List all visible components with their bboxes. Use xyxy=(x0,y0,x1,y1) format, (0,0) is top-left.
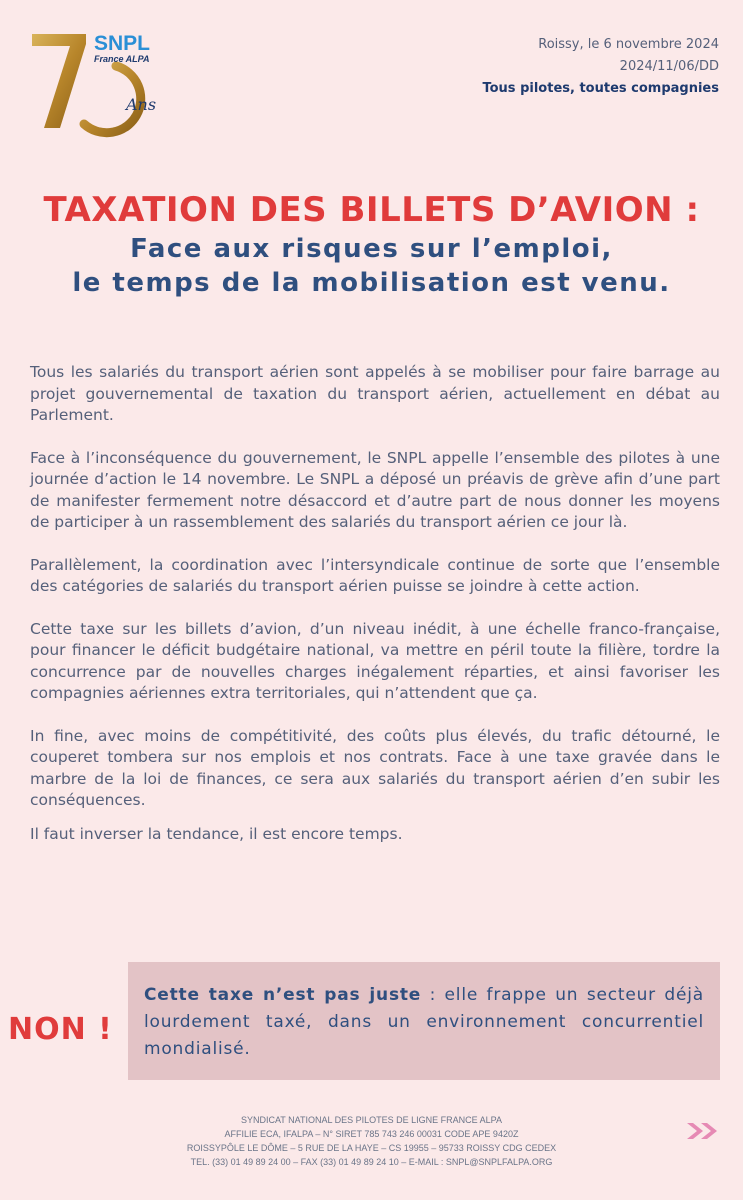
paragraph: Tous les salariés du transport aérien sont appelés à se mobiliser pour faire barrage au projet gouvernemental de taxation du transport aérien, actuellement en débat au Parlement. xyxy=(30,363,720,424)
title-block xyxy=(0,188,743,300)
footer xyxy=(0,1113,743,1169)
logo-brand: SNPL xyxy=(94,32,151,55)
logo-brand-sub: France ALPA xyxy=(94,54,150,64)
header-info xyxy=(482,34,719,100)
paragraph: Parallèlement, la coordination avec l’intersyndicale continue de sorte que l’ensemble des catégories de salariés du transport aérien puisse se joindre à cette action. xyxy=(30,555,720,595)
paragraph: Face à l’inconséquence du gouvernement, le SNPL appelle l’ensemble des pilotes à une journée d’action le 14 novembre. Le SNPL a déposé un préavis de grève afin d’une part de manifester fermement notre désaccord et d’autre part de nous donner les moyens de participer à un rassemblement des salariés du transport aérien ce jour là. xyxy=(30,448,720,531)
footer-line-4: TEL. (33) 01 49 89 24 00 – FAX (33) 01 49 89 24 10 – E-MAIL : SNPL@SNPLFALPA.ORG xyxy=(190,1157,553,1167)
double-chevron-right-icon[interactable] xyxy=(685,1121,721,1141)
footer-line-2: AFFILIE ECA, IFALPA – N° SIRET 785 743 246 00031 CODE APE 9420Z xyxy=(224,1129,519,1139)
logo-ans: Ans xyxy=(126,95,157,114)
subtitle-line-1: Face aux risques sur l’emploi, xyxy=(130,234,613,264)
paragraph: In fine, avec moins de compétitivité, des coûts plus élevés, du trafic détourné, le couperet tombera sur nos emplois et nos contrats. Face à une taxe gravée dans le marbre de la loi de finances, ce sera aux salariés du transport aérien d’en subir les conséquences. xyxy=(30,726,720,809)
tagline: Tous pilotes, toutes compagnies xyxy=(482,81,719,96)
non-label: NON ! xyxy=(8,1012,113,1047)
callout-text: : elle frappe un secteur déjà lourdement taxé, dans un environnement concurrentiel mondialisé. xyxy=(144,985,705,1059)
footer-line-1: SYNDICAT NATIONAL DES PILOTES DE LIGNE FRANCE ALPA xyxy=(240,1115,503,1125)
paragraph: Il faut inverser la tendance, il est encore temps. xyxy=(30,824,403,843)
footer-line-3: ROISSYPÔLE LE DÔME – 5 RUE DE LA HAYE – CS 19955 – 95733 ROISSY CDG CEDEX xyxy=(186,1143,557,1153)
callout-box xyxy=(128,962,720,1080)
document-reference: 2024/11/06/DD xyxy=(619,59,719,74)
callout-bold-text: Cette taxe n’est pas juste xyxy=(144,985,422,1005)
paragraph: Cette taxe sur les billets d’avion, d’un niveau inédit, à une échelle franco-française, pour financer le déficit budgétaire national, va mettre en péril toute la filière, tordre la concurrence par de nouvelles charges inégalement réparties, et ainsi favoriser les compagnies aériennes extra territoriales, qui n’attendent que ça. xyxy=(30,619,720,702)
subtitle-line-2: le temps de la mobilisation est venu. xyxy=(72,268,671,298)
snpl-70-ans-logo xyxy=(30,28,160,143)
main-title: TAXATION DES BILLETS D’AVION : xyxy=(43,190,700,230)
document-date: Roissy, le 6 novembre 2024 xyxy=(538,37,719,52)
body-text xyxy=(30,362,720,845)
